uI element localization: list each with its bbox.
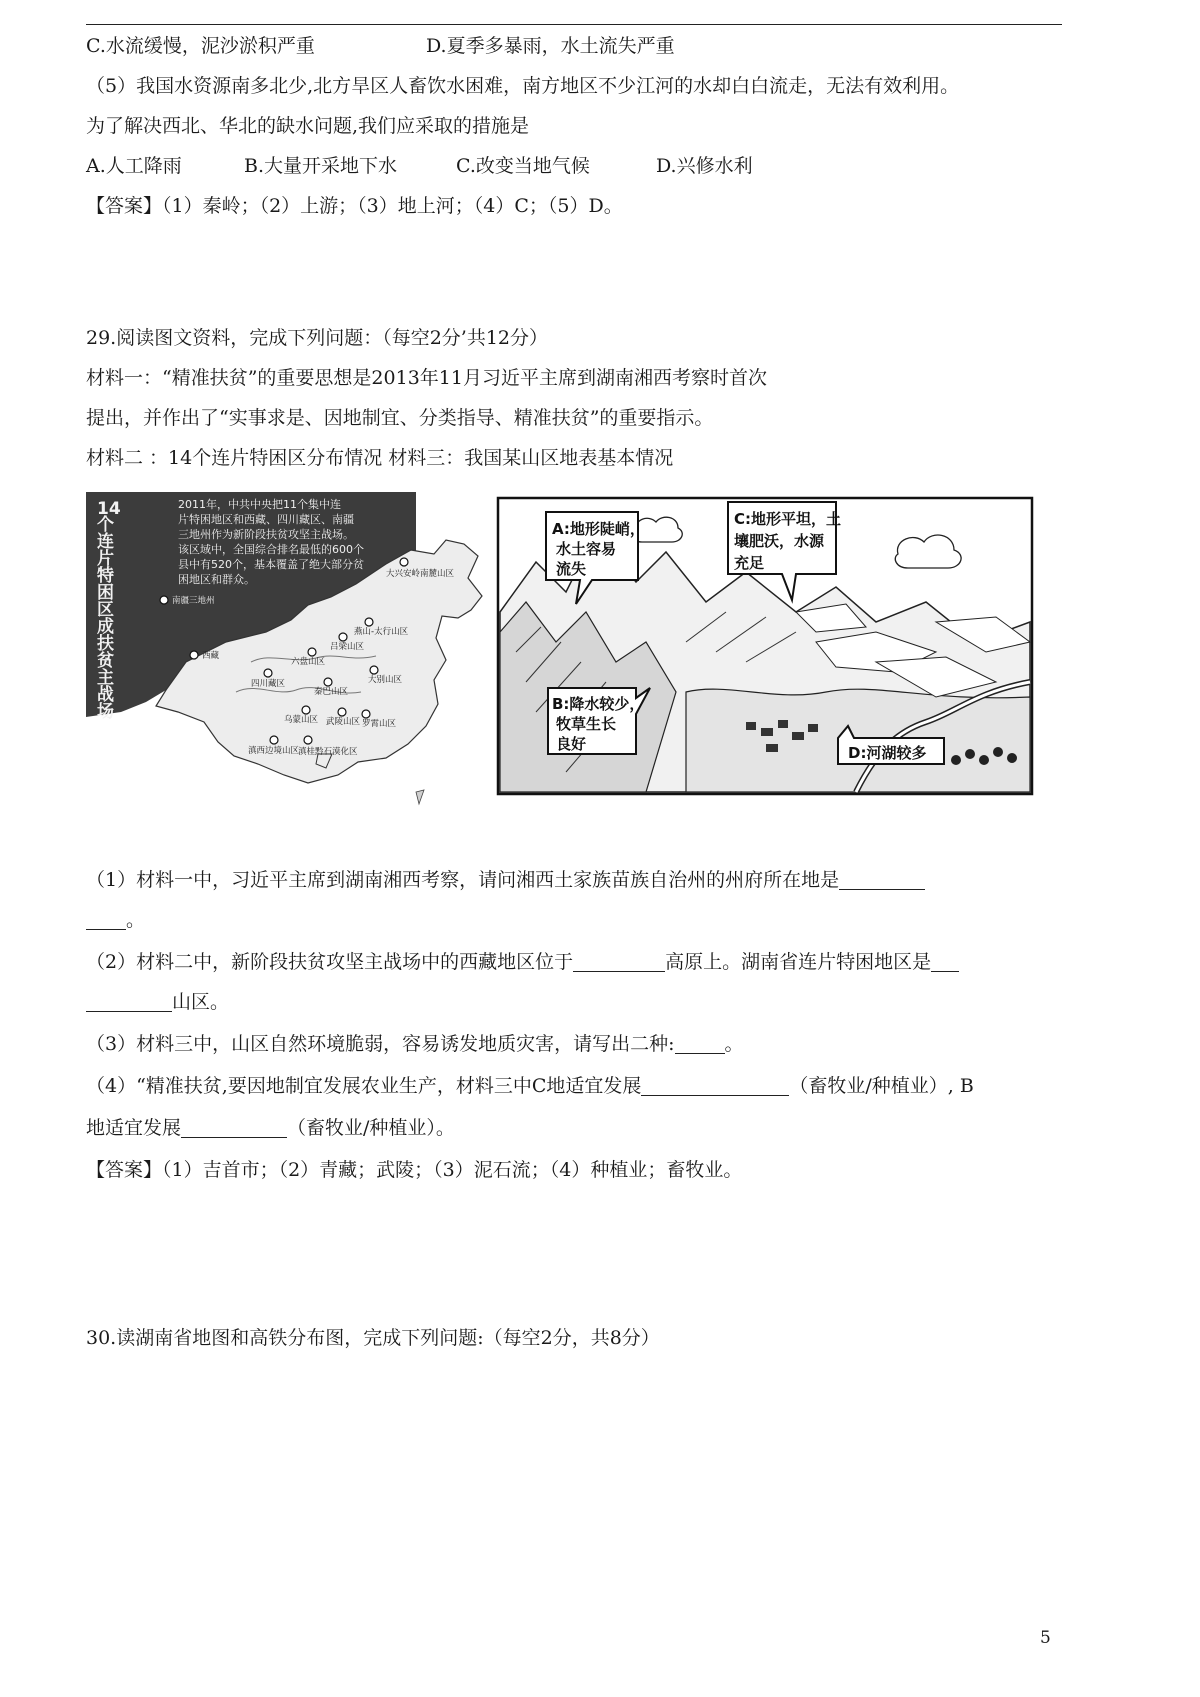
q28-part5-option-d: D.兴修水利	[656, 155, 753, 177]
callout-d-line: D:河湖较多	[848, 744, 927, 762]
q28-options-cd	[86, 32, 675, 60]
region-label: 燕山-太行山区	[354, 627, 409, 637]
q29-sub3-line	[86, 1030, 744, 1058]
region-label: 大兴安岭南麓山区	[386, 569, 455, 579]
q29-sub2-line1	[86, 948, 959, 976]
map-title-char: 主	[97, 668, 114, 688]
q28-answer: 【答案】（1）秦岭；（2）上游；（3）地上河；（4）C；（5）D。	[86, 195, 623, 217]
region-label: 六盘山区	[291, 657, 326, 667]
q29-heading: 29.阅读图文资料，完成下列问题：（每空2分’共12分）	[86, 327, 549, 349]
callout-a-line: A:地形陡峭，	[552, 520, 645, 538]
map-title-char: 特	[97, 566, 114, 586]
answer-blank[interactable]	[839, 869, 925, 890]
map-notice-line: 片特困地区和西藏、四川藏区、南疆	[178, 513, 354, 526]
q29-material-labels: 材料二 ：14个连片特困区分布情况 材料三：我国某山区地表基本情况	[86, 447, 674, 469]
top-rule	[86, 24, 1062, 25]
region-label: 乌蒙山区	[284, 715, 319, 725]
region-label: 秦巴山区	[314, 687, 349, 697]
region-label: 滇桂黔石漠化区	[298, 747, 358, 757]
q28-option-c: C.水流缓慢，泥沙淤积严重	[86, 35, 315, 57]
callout-b	[548, 688, 650, 754]
map-notice-line: 2011年，中共中央把11个集中连	[178, 498, 341, 511]
map-title-char: 连	[97, 532, 114, 552]
map-title-char: 困	[97, 583, 114, 603]
map-title-char: 片	[97, 549, 114, 569]
map-title-char: 成	[97, 617, 114, 637]
mountain-landscape-illustration	[496, 492, 1036, 798]
q29-sub1-text: （1）材料一中，习近平主席到湖南湘西考察，请问湘西土家族苗族自治州的州府所在地是	[86, 869, 840, 891]
poverty-areas-map	[86, 492, 486, 812]
q29-answer: 【答案】（1）吉首市；（2）青藏；武陵；（3）泥石流；（4）种植业；畜牧业。	[86, 1159, 743, 1181]
q29-sub1-line1	[86, 866, 925, 894]
answer-blank[interactable]	[86, 909, 126, 930]
mountain-landscape-figure	[496, 492, 1036, 798]
q28-part5-option-a: A.人工降雨	[86, 155, 182, 177]
south-sea-inset	[416, 790, 424, 804]
q30-heading: 30.读湖南省地图和高铁分布图，完成下列问题:（每空2分，共8分）	[86, 1327, 660, 1349]
region-label: 吕梁山区	[330, 642, 365, 652]
map-notice-line: 县中有520个，基本覆盖了绝大部分贫	[178, 558, 364, 571]
map-title-char: 扶	[97, 634, 114, 654]
q29-sub2-end: 山区。	[172, 991, 230, 1013]
q29-sub4-choice-b: （畜牧业/种植业）。	[287, 1117, 455, 1139]
callout-b-line: 牧草生长	[556, 715, 617, 733]
q28-part5-line2: 为了解决西北、华北的缺水问题,我们应采取的措施是	[86, 115, 530, 137]
callout-c-line: 充足	[734, 554, 765, 572]
q28-part5-option-b: B.大量开采地下水	[244, 155, 398, 177]
q29-sub2-middle: 高原上。湖南省连片特困地区是	[665, 951, 932, 973]
callout-c-line: C:地形平坦，土	[734, 510, 842, 528]
map-title-char: 贫	[97, 651, 114, 671]
region-label: 四川藏区	[251, 679, 286, 689]
answer-blank[interactable]	[931, 951, 959, 972]
q29-material1-line2: 提出，并作出了“实事求是、因地制宜、分类指导、精准扶贫”的重要指示。	[86, 407, 714, 429]
callout-a-line: 流失	[556, 560, 587, 578]
q29-sub2-text: （2）材料二中，新阶段扶贫攻坚主战场中的西藏地区位于	[86, 951, 574, 973]
map-title-char: 战	[97, 685, 114, 705]
q28-option-d: D.夏季多暴雨，水土流失严重	[426, 35, 675, 57]
region-label: 西藏	[202, 651, 220, 661]
q29-sub3-text: （3）材料三中，山区自然环境脆弱，容易诱发地质灾害，请写出二种:	[86, 1033, 675, 1055]
region-label: 南疆三地州	[172, 596, 215, 606]
answer-blank[interactable]	[573, 951, 665, 972]
callout-b-line: B:降水较少，	[552, 695, 645, 713]
answer-blank[interactable]	[675, 1033, 725, 1054]
answer-blank[interactable]	[86, 991, 172, 1012]
answer-blank[interactable]	[181, 1117, 287, 1138]
q28-part5-option-c: C.改变当地气候	[456, 155, 590, 177]
q29-sub4-line2	[86, 1114, 455, 1142]
region-label: 罗霄山区	[362, 719, 397, 729]
map-title-char: 场	[97, 702, 114, 722]
q29-sub2-line2	[86, 988, 229, 1016]
map-title-char: 区	[97, 600, 114, 620]
map-notice-line: 三地州作为新阶段扶贫攻坚主战场。	[178, 528, 354, 541]
region-label: 大别山区	[368, 675, 403, 685]
poverty-areas-map-figure	[86, 492, 486, 812]
region-label: 武陵山区	[326, 717, 361, 727]
map-title-char: 14	[97, 499, 121, 519]
callout-a-line: 水土容易	[556, 540, 617, 558]
q29-sub4-text-b: 地适宜发展	[86, 1117, 182, 1139]
page-number: 5	[1040, 1628, 1051, 1648]
q29-sub1-end: 。	[126, 909, 146, 931]
q29-sub4-choice-c: （畜牧业/种植业）, B	[789, 1075, 974, 1097]
region-label: 滇西边境山区	[248, 746, 300, 756]
map-notice-line: 该区域中，全国综合排名最低的600个	[178, 543, 364, 556]
callout-c-line: 壤肥沃，水源	[734, 532, 825, 550]
q29-sub4-text: （4）“精准扶贫,要因地制宜发展农业生产，材料三中C地适宜发展	[86, 1075, 642, 1097]
q29-sub1-line2	[86, 906, 145, 934]
callout-b-line: 良好	[556, 735, 587, 753]
answer-blank[interactable]	[641, 1075, 789, 1096]
q29-sub4-line1	[86, 1072, 974, 1100]
q28-part5-options	[86, 152, 753, 180]
q29-sub3-end: 。	[724, 1033, 744, 1055]
map-title-char: 个	[97, 515, 114, 535]
q29-material1-line1: 材料一：“精准扶贫”的重要思想是2013年11月习近平主席到湖南湘西考察时首次	[86, 367, 767, 389]
q28-part5-line1: （5）我国水资源南多北少,北方旱区人畜饮水困难，南方地区不少江河的水却白白流走，无法有效利用。	[86, 75, 960, 97]
map-notice-line: 困地区和群众。	[178, 573, 255, 586]
